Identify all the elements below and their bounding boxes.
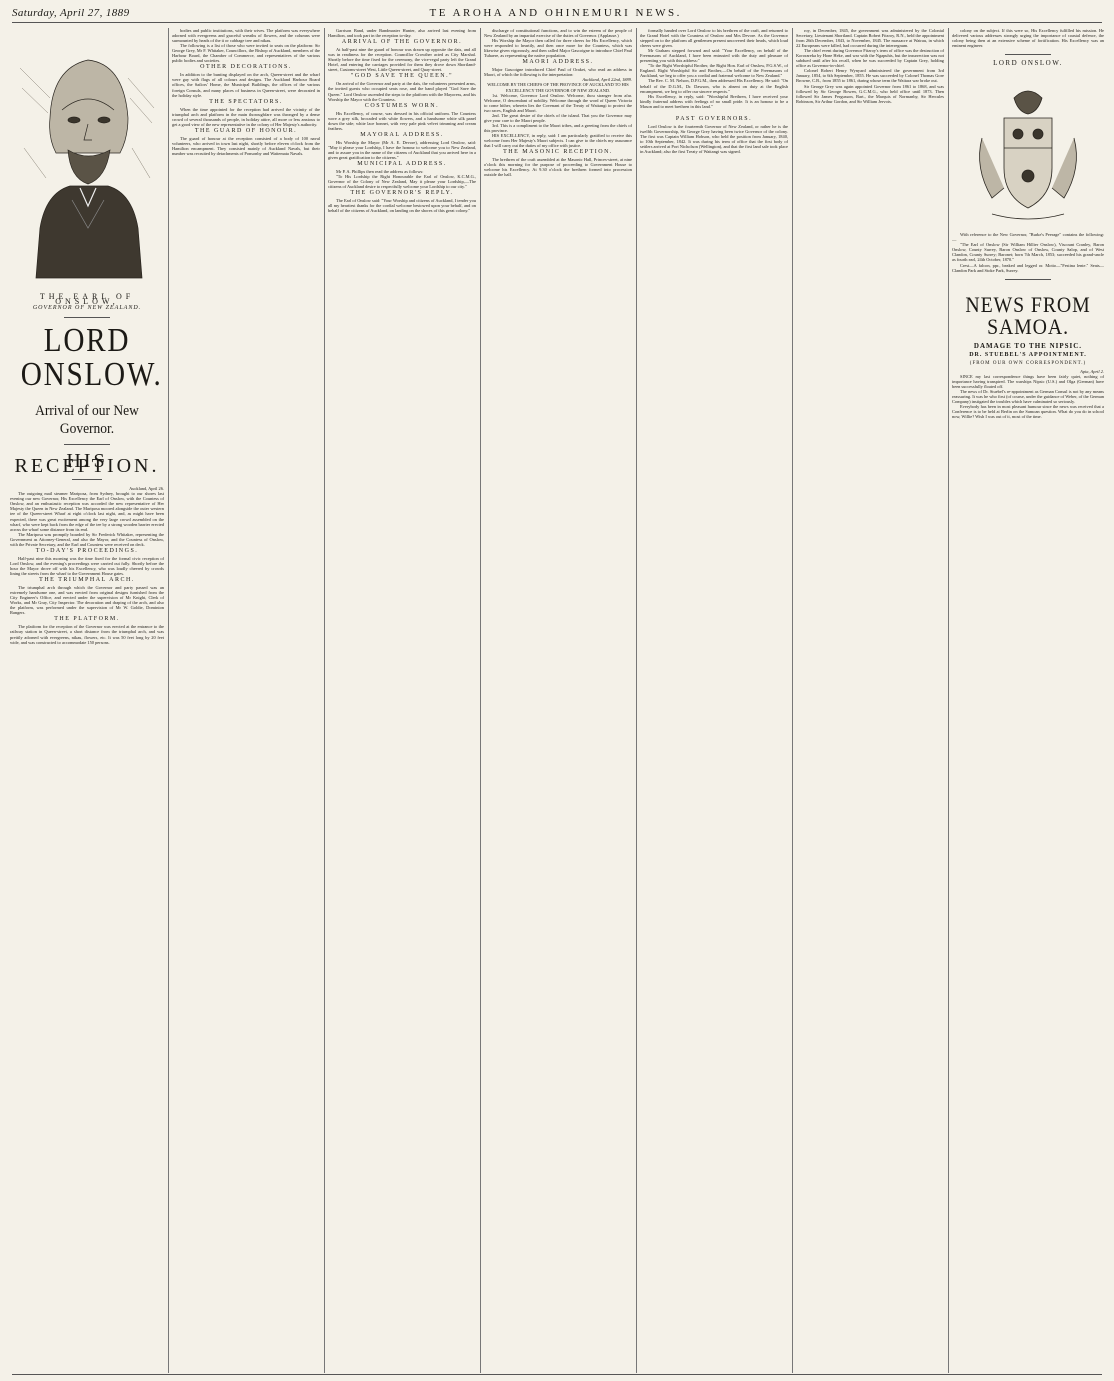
samoa-source: (FROM OUR OWN CORRESPONDENT.) bbox=[969, 360, 1087, 366]
article-paragraph: WELCOME BY THE CHIEFS OF THE PROVINCE OF AUCKLAND TO HIS EXCELLENCY THE GOVERNOR OF NEW ZEALAND. bbox=[487, 82, 629, 93]
article-paragraph: At half-past nine the guard of honour was drawn up opposite the dais, and all was in readiness for the reception. Councillor Crowther acted as City Marshal. Shortly before the time fixed for the ceremony, the vice-regal party left the Grand Hotel, and entering the carriages provided for them they drove down Shortland-street, Customs-street West, Little Queen-street, and Quay-street. bbox=[328, 47, 476, 73]
article-paragraph: colony on the subject. If this were so, His Excellency fulfilled his mission. He delivered various addresses strongly urging the importance of coastal defence, the colony being then at an extensive scheme of fortification. His Excellency was an eminent engineer. bbox=[952, 28, 1104, 49]
article-paragraph: The Rev. C. M. Nelson, D.P.G.M., then addressed His Excellency. He said: "On behalf of the D.G.M., Dr. Dawson, who is absent on duty at the English encampment, we beg to offer our sincere respects." bbox=[640, 78, 788, 94]
article-paragraph: The following is a list of those who were invited to seats on the platform: Sir George Grey, Mr F. Whitaker, Councillors, the Bishop of Auckland, members of the Harbour Board, the Chamber of Commerce, and representatives of the various public bodies and societies. bbox=[172, 43, 320, 64]
article-paragraph: Auckland, April 26. bbox=[129, 486, 164, 492]
subheading: PAST GOVERNORS. bbox=[675, 115, 753, 122]
article-paragraph: The chief event during Governor Fitzroy's term of office was the destruction of Kororareka by Hone Heke, and war with the Ngapuhis, but the insurrection was not subdued until after his recall, when he was succeeded by Captain Grey, holding office as Governor-in-chief. bbox=[796, 48, 944, 69]
section-heading: HIS RECEPTION. bbox=[14, 450, 160, 478]
coat-of-arms-crest bbox=[952, 78, 1104, 228]
article-paragraph: On arrival of the Governor and party at the dais, the volunteers presented arms, the invited guests who occupied seats rose, and the band played "God Save the Queen." Lord Onslow ascended the steps to the platform with the Mayoress, and his Worship the Mayor with the Countess. bbox=[328, 81, 476, 102]
samoa-dateline: Apia, April 2. bbox=[1080, 368, 1104, 374]
article-paragraph: Mr P. A. Phillips then read the address as follows: bbox=[336, 169, 424, 175]
subheading: THE GOVERNOR'S REPLY. bbox=[350, 190, 454, 197]
article-paragraph: 3rd. This is a compliment to the Maori tribes, and a greeting from the chiefs of this province. bbox=[484, 122, 632, 133]
article-paragraph: The guard of honour at the reception consisted of a body of 100 naval volunteers, who arrived in town last night, shortly before eleven o'clock from the Hamilton encampment. They consisted mainly of Auckland Navals, but their number was recruited by detachments of Ponsonby and Waitemata Navals. bbox=[172, 135, 320, 157]
crest-caption: LORD ONSLOW. bbox=[993, 59, 1063, 68]
subheading: MAYORAL ADDRESS. bbox=[360, 131, 444, 138]
column-1 bbox=[10, 28, 164, 1373]
subheading: THE GUARD OF HONOUR. bbox=[194, 127, 298, 134]
subheading: MAORI ADDRESS. bbox=[522, 59, 594, 66]
article-paragraph: Lord Onslow is the fourteenth Governor of New Zealand, or rather he is the twelfth Governorship, Sir George Grey having been twice Governor of the colony. The first was Captain William Hobson, who held the position from January, 1840, to 10th September, 1842. It was during his term of office that the first body of settlers arrived at Port Nicholson (Wellington), and that the first land sale took place in Auckland; also the first Treaty of Waitangi was signed. bbox=[640, 123, 788, 155]
portrait-caption: THE EARL OF ONSLOW, bbox=[39, 292, 135, 307]
article-paragraph: Mr Graham stepped forward and said: "Your Excellency, on behalf of the Freemasons of Auckland, I have been entrusted with the duty and pleasure of presenting you with this address:" bbox=[640, 48, 788, 64]
newspaper-title: TE AROHA AND OHINEMURI NEWS. bbox=[429, 7, 682, 19]
subheading: THE MASONIC RECEPTION. bbox=[503, 149, 613, 156]
article-paragraph: The Mariposa was promptly boarded by Sir Frederick Whitaker, representing the Government as Attorney-General, and also the Mayor, and the Countess of Onslow, with the Private Secretary, and the Earl and Countess were received on deck. bbox=[10, 531, 164, 547]
main-headline: LORD ONSLOW. bbox=[20, 322, 163, 394]
article-paragraph: The news of Dr. Stuebel's re-appointment as German Consul is not by any means reassuring. It was he who first (of course, under the guidance of Weber, of the German Company) instigated the troubles which have culminated so seriously. bbox=[952, 388, 1104, 405]
headline-subtitle: Arrival of our New Governor. bbox=[35, 403, 139, 438]
article-paragraph: "The Earl of Onslow (Sir William Hillier Onslow), Viscount Cranley, Baron Onslow, County Surrey, Baron Onslow of Onslow, County Salop, and of West Clandon, County Surrey; Baronet; born 7th March, 1853; succeeded his grand-uncle as fourth earl, 24th October, 1870." bbox=[952, 242, 1104, 263]
column-2 bbox=[172, 28, 320, 1373]
article-paragraph: "To the Right Worshipful Brother, the Right Hon. Earl of Onslow, P.G.S.W., of England. Right Worshipful Sir and Brother,—On behalf of the Freemasons of Auckland, we beg to offer you a cordial and fraternal welcome to New Zealand." bbox=[640, 63, 788, 79]
earl-portrait-engraving bbox=[10, 28, 164, 288]
article-paragraph: 2nd. The great desire of the chiefs of the island. That you the Governor may give your care to the Maori people. bbox=[484, 112, 632, 123]
article-paragraph: The platform for the reception of the Governor was erected at the entrance to the railway station in Queen-street, a short distance from the triumphal arch, and was prettily adorned with evergreens, nikau, flowers, etc. It was 50 feet long by 20 feet wide, and was constructed to accommodate 150 persons. bbox=[10, 624, 164, 645]
article-paragraph: His Excellency, in reply, said: "Worshipful Brethren, I have received your kindly fraternal address with feelings of no small pride. It is an honour to be a Mason and to meet brethren in this land." bbox=[640, 93, 788, 109]
subheading: COSTUMES WORN. bbox=[364, 102, 440, 109]
article-paragraph: formally handed over Lord Onslow to his brethren of the craft, and returned to the Grand Hotel with the Countess of Onslow and Mrs Devore. As the Governor stepped on to the platform all gentlemen present uncovered their heads, which loud cheers were given. bbox=[640, 28, 788, 49]
article-paragraph: With reference to the New Governor, "Burke's Peerage" contains the following:— bbox=[952, 232, 1104, 243]
article-paragraph: His Worship the Mayor (Mr A. E. Devore), addressing Lord Onslow, said: "May it please your Lordship, I have the honour to welcome you to New Zealand, and to assure you in the name of the citizens of Auckland that you arrived here in a given great gratification to the citizens." bbox=[328, 139, 476, 161]
portrait-subcaption: GOVERNOR OF NEW ZEALAND. bbox=[32, 305, 142, 312]
article-paragraph: Crest—A falcon, ppr., beaked and legged or. Motto—"Festina lente." Seats—Clandon Park and Stoke Park, Surrey. bbox=[952, 262, 1104, 273]
article-paragraph: SINCE my last correspondence things have been fairly quiet, nothing of importance having transpired. The warships Nipsic (U.S.) and Olga (German) have been successfully floated off. bbox=[952, 373, 1104, 389]
subheading: ARRIVAL OF THE GOVERNOR. bbox=[341, 39, 463, 46]
masthead-rule bbox=[12, 22, 1102, 23]
article-paragraph: Major Gascoigne introduced Chief Paul of Orakei, who read an address in Maori, of which the following is the interpretation: bbox=[484, 67, 632, 78]
column-5 bbox=[640, 28, 788, 1373]
subheading: MUNICIPAL ADDRESS. bbox=[357, 161, 447, 168]
article-paragraph: The triumphal arch through which the Governor and party passed was an extremely handsome one, and was erected from original designs furnished from the City Engineer's Office, and erected under the supervision of Mr Knight, Clerk of Works, and Mr Gray, City Inspector. The decoration and draping of the arch, and also the platform, was performed under the supervision of Mr W. Goldie, Dominion Rangers. bbox=[10, 585, 164, 616]
article-paragraph: Colonel Robert Henry Wynyard administered the government from 3rd January, 1854, to 6th September, 1855. He was succeeded by Colonel Thomas Gore Browne, C.B., from 1855 to 1861, during whose term the Waitara war broke out. bbox=[796, 68, 944, 84]
article-paragraph: The brethren of the craft assembled at the Masonic Hall, Princes-street, at nine o'clock this morning for the purpose of proceeding to Government House to welcome his Excellency. At 9.30 o'clock the brethren formed into procession outside the hall. bbox=[484, 157, 632, 178]
article-paragraph: bodies and public institutions, with their wives. The platform was everywhere adorned with evergreens and graceful wreaths of flowers, and the columns were surmounted by heads of the ti or cabbage tree and nikau. bbox=[172, 28, 320, 44]
article-paragraph: The Earl of Onslow said: "Your Worship and citizens of Auckland, I tender you all my heartiest thanks for the cordial welcome bestowed upon your behalf, and on behalf of the citizens of Auckland, on landing on the shores of this great colony." bbox=[328, 198, 476, 214]
column-4 bbox=[484, 28, 632, 1373]
samoa-subheading: DAMAGE TO THE NIPSIC. bbox=[973, 341, 1083, 350]
subheading: TO-DAY'S PROCEEDINGS. bbox=[35, 547, 139, 554]
article-paragraph: Sir George Grey was again appointed Governor from 1861 to 1868, and was followed by Sir George Bowen, G.C.M.G., who held office until 1873. Then followed Sir James Fergusson, Bart., the Marquis of Normanby, Sir Hercules Robinson, Sir Arthur Gordon, and Sir William Jervois. bbox=[796, 83, 944, 104]
article-paragraph: discharge of constitutional functions, and to win the esteem of the people of New Zealand by an impartial exercise of the duties of Governor. (Applause.) bbox=[484, 28, 632, 39]
bottom-rule bbox=[12, 1374, 1102, 1375]
article-paragraph: When the time appointed for the reception had arrived the vicinity of the triumphal arch and platform in the main thoroughfare was thronged by a dense crowd of several thousands of people, in holiday attire, all more or less anxious to get a good view of the new representative in the colony of Her Majesty's authority. bbox=[172, 106, 320, 127]
article-paragraph: Half-past nine this morning was the time fixed for the formal civic reception of Lord Onslow, and the evening's proceedings were carried out fully. Shortly before the hour the Mayor drove off with his Excellency, who was loudly cheered by crowds lining the streets from the wharf to the Government House gates. bbox=[10, 555, 164, 576]
article-paragraph: "To His Lordship the Right Honourable the Earl of Onslow, K.C.M.G., Governor of the Colony of New Zealand, May it please your Lordship,—The citizens of Auckland desire to respectfully welcome your Lordship to our city." bbox=[328, 174, 476, 190]
column-6 bbox=[796, 28, 944, 1373]
article-paragraph: In addition to the bunting displayed on the arch, Queen-street and the wharf were gay with flags of all colours and designs. The Auckland Harbour Board offices, the Sailors' Home, the Municipal Buildings, the offices of the various foreign Consuls, and many places of business in Queen-street, were decorated in the holiday style. bbox=[172, 72, 320, 98]
article-paragraph: His Worship the Mayor then called for three cheers for His Excellency, which were responded to heartily, and then once more for the Countess, which was likewise given vigorously, and then called Major Gascoigne to introduce Chief Paul Tuhaere, as representing the native population. bbox=[484, 38, 632, 59]
subheading: THE TRIUMPHAL ARCH. bbox=[39, 577, 135, 584]
subheading: THE PLATFORM. bbox=[54, 616, 120, 623]
samoa-headline: NEWS FROM SAMOA. bbox=[965, 291, 1091, 339]
article-paragraph: HIS EXCELLENCY, in reply, said: I am particularly gratified to receive this welcome from Her Majesty's Maori subjects. I can give to the chiefs my assurance that I will carry out the duties of my office with justice. bbox=[484, 132, 632, 149]
article-paragraph: The outgoing mail steamer Mariposa, from Sydney, brought to our shores last evening our new Governor, His Excellency the Earl of Onslow, with the Countess of Onslow, and an enthusiastic reception was accorded the new representative of Her Majesty the Queen in New Zealand. The Mariposa moored alongside the outer western tee of the Queen-street Wharf at eight o'clock last night, and, as might have been expected, there was great excitement among the very large crowd assembled on the wharf, who were kept back from the edge of the tee by a strong wooden barrier erected across the wharf some distance from its end. bbox=[10, 491, 164, 532]
masthead bbox=[12, 6, 1102, 20]
column-7 bbox=[952, 28, 1104, 1373]
article-paragraph: Everybody has been in most pleasant humour since the news was received that a Conference is to be held at Berlin on the Samoan question. What do you do in school now, Willie? Wish I was out of it, most of the time. bbox=[952, 404, 1104, 420]
article-paragraph: roy, in December, 1845, the government was administered by the Colonial Secretary, Lieutenant Shortland. Captain Robert Fitzroy, R.N., held the appointment from 26th December, 1843, to November, 1845. The massacre at Wairau, in which 22 Europeans were killed, had occurred during the interregnum. bbox=[796, 28, 944, 49]
article-paragraph: Garrison Band, under Bandmaster Hunter, also arrived last evening from Hamilton, and took part in the reception to-day. bbox=[328, 28, 476, 39]
issue-date: Saturday, April 27, 1889 bbox=[12, 7, 130, 19]
subheading: OTHER DECORATIONS. bbox=[200, 64, 292, 71]
samoa-subheading-2: DR. STUEBEL'S APPOINTMENT. bbox=[969, 351, 1087, 358]
subheading: THE SPECTATORS. bbox=[209, 98, 283, 105]
column-3 bbox=[328, 28, 476, 1373]
article-paragraph: 1st. Welcome, Governor Lord Onslow. Welcome, thou stranger from afar. Welcome, O descendant of nobility. Welcome through the word of Queen Victoria to come hither, wherein lies the Covenant of the Treaty of Waitangi to protect the two races, English and Maori. bbox=[484, 92, 632, 113]
article-paragraph: His Excellency, of course, was dressed in his official uniform. The Countess wore a grey silk, brocaded with white flowers, and a handsome white silk panel down the side; white lace bonnet, with very pale pink velvet trimming and cream feathers. bbox=[328, 110, 476, 131]
article-paragraph: Auckland, April 22nd, 1889. bbox=[582, 77, 632, 83]
subheading: "GOD SAVE THE QUEEN." bbox=[350, 73, 454, 80]
